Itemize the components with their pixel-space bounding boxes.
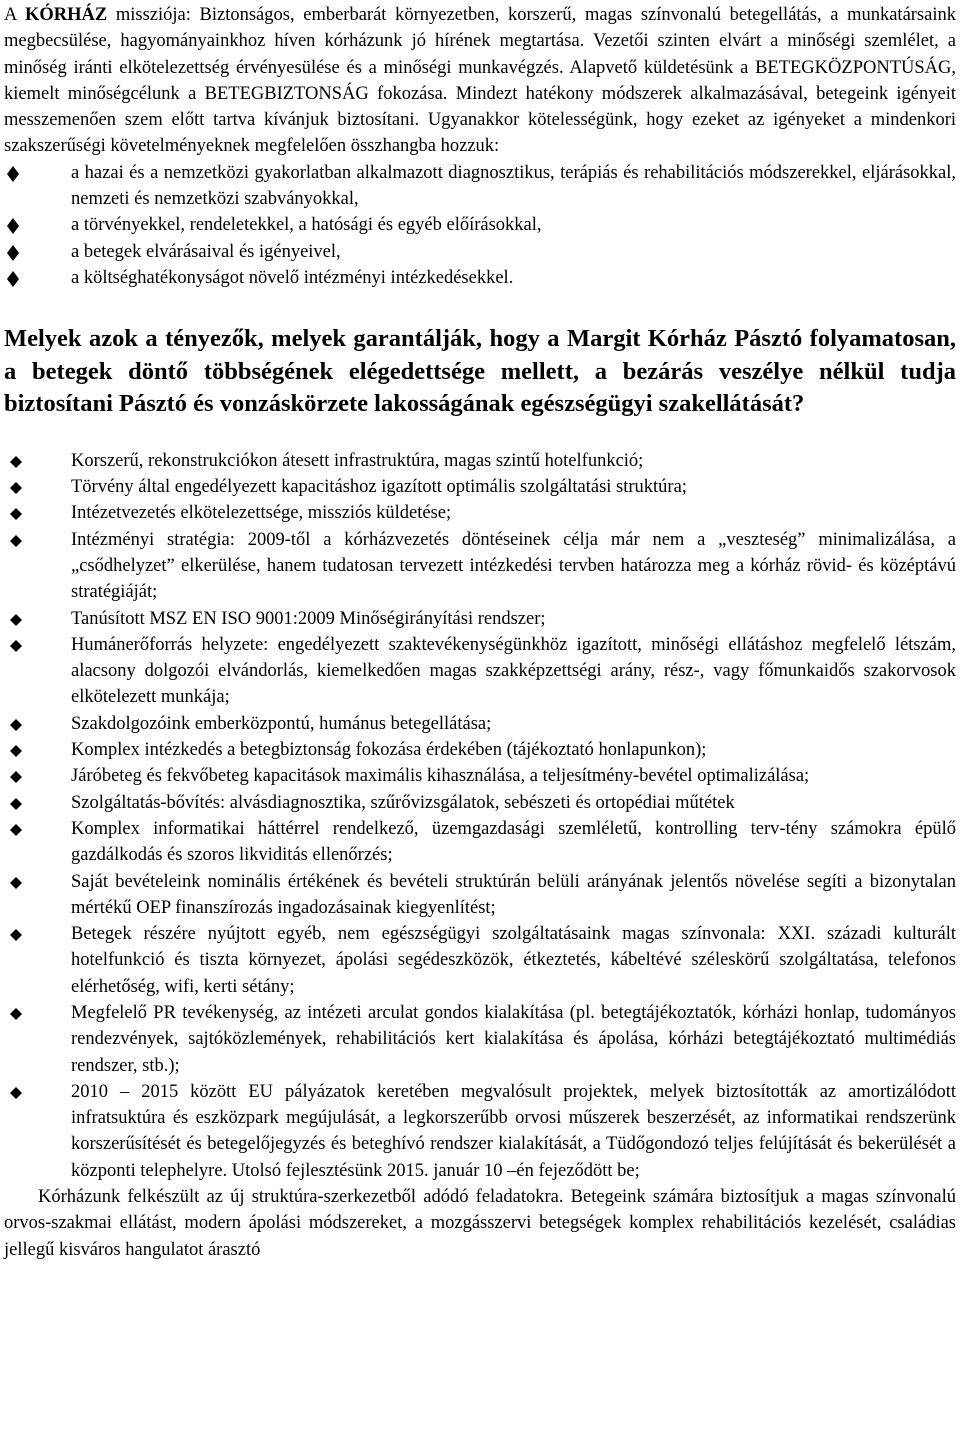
list-item xyxy=(4,474,956,500)
list-item-text: Komplex informatikai háttérrel rendelkező, üzemgazdasági szemléletű, kontrolling terv-tény számokra épülő gazdálkodás és szoros likviditás ellenőrzés; xyxy=(71,818,956,866)
diamond-bullet-icon xyxy=(10,614,22,626)
list-item-text: Intézményi stratégia: 2009-től a kórházvezetés döntéseinek célja már nem a „veszteség” minimalizálása, a „csődhelyzet” elkerülése, hanem tudatosan tervezett intézkedési tervben határozza meg a kórház rövid- és középtávú stratégiáját; xyxy=(71,529,956,603)
list-item xyxy=(4,790,956,816)
list-item xyxy=(4,527,956,606)
intro-text: missziója: Biztonságos, emberbarát környezetben, korszerű, magas színvonalú betegellátás, a munkatársaink megbecsülése, hagyományainkhoz híven kórházunk jó hírének megtartása. Vezetői szinten elvárt a minőségi szemlélet, a minőség iránti elkötelezettség érvényesülése és a minőségi munkavégzés. Alapvető küldetésünk a BETEGKÖZPONTÚSÁG, kiemelt minőségcélunk a BETEGBIZTONSÁG fokozása. Mindezt hatékony módszerek alkalmazásával, betegeink igényeit messzemenően szem előtt tartva kívánjuk biztosítani. Ugyanakkor kötelességünk, hogy ezeket az igényeket a mindenkori szakszerűségi követelményeknek megfelelően összhangba hozzuk: xyxy=(4,5,956,157)
diamond-bullet-icon xyxy=(6,218,20,234)
list-item xyxy=(4,212,956,238)
diamond-bullet-icon xyxy=(10,640,22,652)
list-item-text: Szakdolgozóink emberközpontú, humánus betegellátása; xyxy=(71,713,492,734)
list-item xyxy=(4,763,956,789)
list-item-text: a költséghatékonyságot növelő intézményi intézkedésekkel. xyxy=(71,267,514,288)
diamond-bullet-icon xyxy=(10,1008,22,1020)
list-item-text: Tanúsított MSZ EN ISO 9001:2009 Minőségirányítási rendszer; xyxy=(71,608,546,629)
list-item xyxy=(4,737,956,763)
diamond-bullet-icon xyxy=(10,824,22,836)
intro-hospital-word: KÓRHÁZ xyxy=(24,5,108,25)
diamond-bullet-icon xyxy=(10,719,22,731)
list-item-text: Betegek részére nyújtott egyéb, nem egészségügyi szolgáltatásaink magas színvonala: XXI. századi kulturált hotelfunkció és tiszta környezet, ápolási segédeszközök, étkeztetés, kábeltévé széleskörű szolgáltatása, telefonos elérhetőség, wifi, kerti sétány; xyxy=(71,924,956,997)
list-item-text: a hazai és a nemzetközi gyakorlatban alkalmazott diagnosztikus, terápiás és rehabilitációs módszerekkel, eljárásokkal, nemzeti és nemzetközi szabványokkal, xyxy=(71,162,956,210)
closing-paragraph: Kórházunk felkészült az új struktúra-szerkezetből adódó feladatokra. Betegeink számára biztosítjuk a magas színvonalú orvos-szakmai ellátást, modern ápolási módszereket, a mozgásszervi betegségek komplex rehabilitációs kezelését, családias jellegű kisváros hangulatot árasztó xyxy=(4,1187,956,1260)
list-item xyxy=(4,265,956,291)
diamond-bullet-icon xyxy=(10,1087,22,1099)
diamond-bullet-icon xyxy=(6,245,20,261)
list-item xyxy=(4,1079,956,1184)
factors-list xyxy=(4,448,956,1184)
list-item-text: Törvény által engedélyezett kapacitáshoz igazított optimális szolgáltatási struktúra; xyxy=(71,477,687,498)
diamond-bullet-icon xyxy=(10,508,22,520)
diamond-bullet-icon xyxy=(10,798,22,810)
list-item xyxy=(4,448,956,474)
list-item-text: a betegek elvárásaival és igényeivel, xyxy=(71,241,341,262)
list-item xyxy=(4,1000,956,1079)
document-page xyxy=(4,0,956,1263)
diamond-bullet-icon xyxy=(10,877,22,889)
list-item-text: Komplex intézkedés a betegbiztonság fokozása érdekében (tájékoztató honlapunkon); xyxy=(71,740,707,761)
diamond-bullet-icon xyxy=(10,745,22,757)
section-heading: Melyek azok a tényezők, melyek garantálják, hogy a Margit Kórház Pásztó folyamatosan, a betegek döntő többségének elégedettsége mellett, a bezárás veszélye nélkül tudja biztosítani Pásztó és vonzáskörzete lakosságának egészségügyi szakellátását? xyxy=(4,325,956,418)
list-item-text: Humánerőforrás helyzete: engedélyezett szaktevékenységünkhöz igazított, minőségi ellátáshoz megfelelő létszám, alacsony dolgozói elvándorlás, kiemelkedően magas szakképzettségi arány, rész-, vagy főmunkaidős szakorvosok elkötelezett munkája; xyxy=(71,634,956,708)
list-item xyxy=(4,500,956,526)
diamond-list xyxy=(4,160,956,291)
diamond-bullet-icon xyxy=(10,482,22,494)
list-item-text: Szolgáltatás-bővítés: alvásdiagnosztika, szűrővizsgálatok, sebészeti és ortopédiai műtétek xyxy=(71,792,735,813)
list-item xyxy=(4,160,956,213)
list-item-text: a törvényekkel, rendeletekkel, a hatósági és egyéb előírásokkal, xyxy=(71,215,542,236)
diamond-bullet-icon xyxy=(6,166,20,182)
list-item xyxy=(4,921,956,1000)
list-item-text: Megfelelő PR tevékenység, az intézeti arculat gondos kialakítása (pl. betegtájékoztatók, kórházi honlap, tudományos rendezvények, sajtóközlemények, rehabilitációs kert kialakítása és ápolása, kórházi betegtájékoztató multimédiás rendszer, stb.); xyxy=(71,1003,956,1076)
list-item xyxy=(4,869,956,922)
list-item-text: Korszerű, rekonstrukciókon átesett infrastruktúra, magas szintű hotelfunkció; xyxy=(71,450,644,471)
list-item-text: 2010 – 2015 között EU pályázatok keretében megvalósult projektek, melyek biztosították az amortizálódott infratsuktúra és eszközpark megújulását, a legkorszerűbb orvosi műszerek beszerzését, az informatikai rendszerünk korszerűsítését és betegelőjegyzés és beteghívó rendszer kialakítását, a Tüdőgondozó teljes felújítását és bekerülését a központi telephelyre. Utolsó fejlesztésünk 2015. január 10 –én fejeződött be; xyxy=(71,1081,956,1181)
diamond-bullet-icon xyxy=(10,535,22,547)
list-item xyxy=(4,632,956,711)
diamond-bullet-icon xyxy=(10,456,22,468)
intro-paragraph xyxy=(4,0,956,160)
list-item xyxy=(4,239,956,265)
diamond-bullet-icon xyxy=(10,929,22,941)
list-item xyxy=(4,711,956,737)
list-item xyxy=(4,606,956,632)
list-item-text: Járóbeteg és fekvőbeteg kapacitások maximális kihasználása, a teljesítmény-bevétel optimalizálása; xyxy=(71,766,810,787)
intro-prefix: A xyxy=(4,5,25,25)
list-item-text: Saját bevételeink nominális értékének és bevételi struktúrán belüli arányának jelentős növelése segíti a bizonytalan mértékű OEP finanszírozás ingadozásainak kiegyenlítést; xyxy=(71,871,956,918)
list-item xyxy=(4,816,956,869)
diamond-bullet-icon xyxy=(10,771,22,783)
list-item-text: Intézetvezetés elkötelezettsége, missziós küldetése; xyxy=(71,503,452,524)
diamond-bullet-icon xyxy=(6,271,20,287)
